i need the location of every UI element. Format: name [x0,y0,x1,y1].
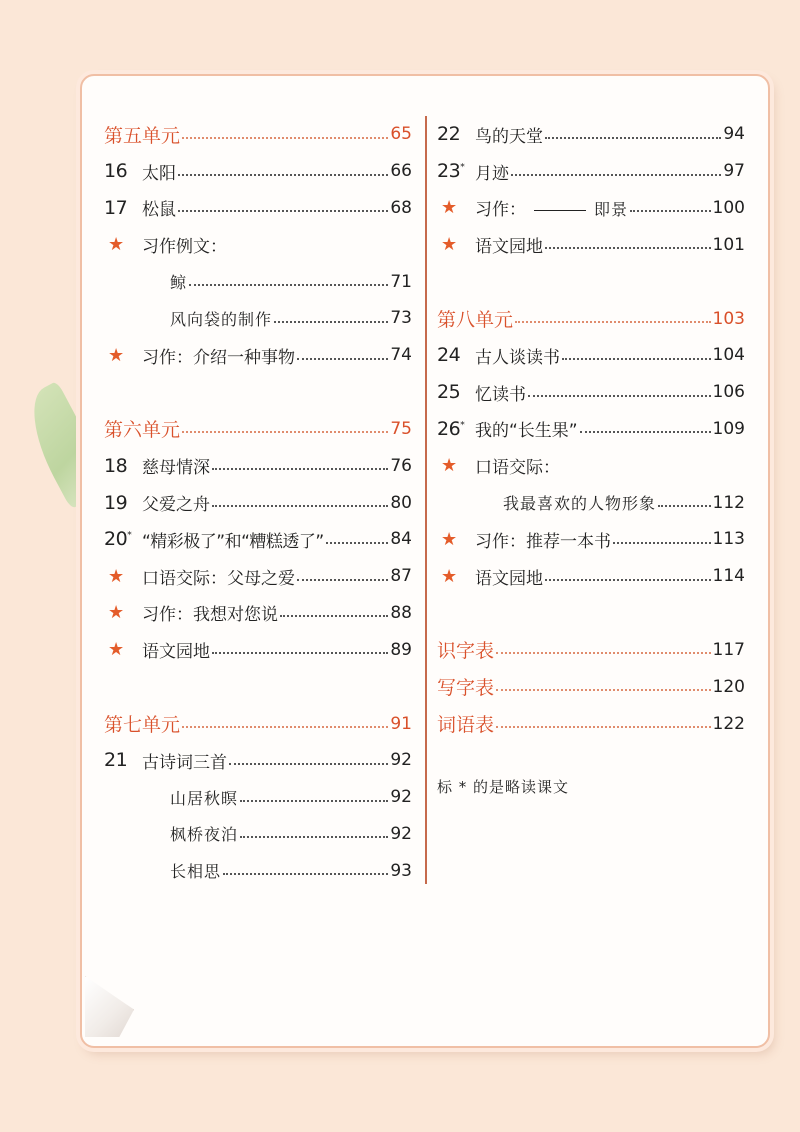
skim-mark: * [460,420,465,431]
lesson-title: 慈母情深 [142,458,210,479]
page-number: 113 [712,529,745,550]
page-number: 104 [712,345,745,366]
unit-title: 第八单元 [437,309,514,332]
section-title: 语文园地 [475,237,543,258]
skim-reading-note: 标 * 的是略读课文 [437,777,570,796]
page-number: 75 [390,418,412,439]
leader-dots [182,430,388,433]
page-number: 80 [390,492,412,513]
toc-entry-writing-7[interactable] [437,190,745,227]
page-number: 101 [712,234,745,255]
toc-entry-18[interactable] [104,447,412,484]
lesson-number: 22 [437,123,461,146]
lesson-number: 23* [437,160,465,183]
section-title: 习作：推荐一本书 [475,531,611,552]
lesson-number: 20* [104,528,132,551]
skim-mark: * [460,162,465,173]
toc-unit-6[interactable] [104,411,412,448]
star-icon: ★ [441,455,458,477]
lesson-number: 19 [104,491,128,514]
leader-dots [189,283,388,286]
page-number: 88 [390,602,412,623]
leader-dots [515,320,711,323]
page-number: 89 [390,639,412,660]
leader-dots [178,209,388,212]
page-number: 100 [712,197,745,218]
toc-entry-writing-examples [104,226,412,263]
appendix-title: 写字表 [437,677,495,700]
skim-mark: * [127,531,132,542]
toc-entry-writing-5[interactable] [104,337,412,374]
appendix-title: 识字表 [437,640,495,663]
star-icon: ★ [108,565,125,587]
sub-title: 鲸 [170,273,188,293]
leader-dots [212,467,388,470]
lesson-title: 父爱之舟 [142,495,210,516]
sub-title: 枫桥夜泊 [170,825,239,845]
leader-dots [297,357,388,360]
leader-dots [178,173,388,176]
section-title: 语文园地 [142,642,210,663]
toc-entry-windsock[interactable] [104,300,412,337]
section-title: 习作例文： [142,237,227,258]
page-number: 117 [712,639,745,660]
page-number: 74 [390,345,412,366]
toc-entry-25[interactable] [437,374,745,411]
page-number: 114 [712,566,745,587]
lesson-number: 17 [104,196,128,219]
unit-title: 第六单元 [104,419,181,442]
toc-entry-26[interactable] [437,411,745,448]
fill-in-blank [534,210,586,211]
page-number: 87 [390,566,412,587]
page-number: 84 [390,529,412,550]
toc-entry-poem-2[interactable] [104,816,412,853]
page-number: 93 [390,860,412,881]
leader-dots [274,320,388,323]
page-number: 68 [390,197,412,218]
toc-unit-8[interactable] [437,300,745,337]
lesson-title: “精彩极了”和“糟糕透了” [142,531,324,552]
page-number: 120 [712,676,745,697]
star-icon: ★ [441,565,458,587]
leader-dots [280,614,388,617]
toc-entry-20[interactable] [104,521,412,558]
lesson-number: 25 [437,381,461,404]
leader-dots [182,136,388,139]
star-icon: ★ [441,528,458,550]
sub-title: 长相思 [170,862,222,882]
unit-title: 第七单元 [104,714,181,737]
page-number: 71 [390,271,412,292]
toc-right-column [437,116,745,805]
toc-literacy-table[interactable] [437,632,745,669]
toc-entry-24[interactable] [437,337,745,374]
leader-dots [545,136,721,139]
toc-entry-23[interactable] [437,153,745,190]
toc-entry-writing-8[interactable] [437,521,745,558]
lesson-number: 21 [104,749,128,772]
leader-dots [496,725,711,728]
lesson-title: 古人谈读书 [475,347,560,368]
leader-dots [613,541,711,544]
lesson-title: 太阳 [142,163,176,184]
star-icon: ★ [441,197,458,219]
toc-left-column [104,116,412,889]
toc-entry-favorite-character[interactable] [437,484,745,521]
section-title: 习作： 即景 [475,200,629,221]
page-number: 66 [390,161,412,182]
leader-dots [630,209,711,212]
page-number: 103 [712,308,745,329]
appendix-title: 词语表 [437,714,495,737]
leader-dots [545,246,711,249]
toc-entry-16[interactable] [104,153,412,190]
leader-dots [496,688,711,691]
page-number: 112 [712,492,745,513]
toc-entry-21[interactable] [104,742,412,779]
leader-dots [496,651,711,654]
toc-entry-17[interactable] [104,190,412,227]
star-icon: ★ [108,234,125,256]
leader-dots [528,394,711,397]
page-number: 122 [712,713,745,734]
page-number: 92 [390,823,412,844]
page-number: 76 [390,455,412,476]
sub-title: 风向袋的制作 [170,309,273,329]
toc-unit-7[interactable] [104,705,412,742]
footnote-row [437,768,745,805]
leader-dots [212,504,388,507]
lesson-number: 24 [437,344,461,367]
leader-dots [182,725,388,728]
section-title: 口语交际： [475,458,560,479]
toc-entry-garden-7[interactable] [437,226,745,263]
lesson-title: 忆读书 [475,384,526,405]
lesson-number: 18 [104,454,128,477]
leader-dots [229,762,388,765]
leader-dots [326,541,389,544]
star-icon: ★ [108,602,125,624]
star-icon: ★ [441,234,458,256]
toc-entry-poem-1[interactable] [104,779,412,816]
leader-dots [580,430,711,433]
leader-dots [562,357,711,360]
lesson-number: 26* [437,417,465,440]
lesson-title: 松鼠 [142,200,176,221]
sub-title: 我最喜欢的人物形象 [503,494,657,514]
leader-dots [212,651,388,654]
star-icon: ★ [108,344,125,366]
lesson-title: 古诗词三首 [142,752,227,773]
section-title: 语文园地 [475,568,543,589]
page-number: 97 [723,161,745,182]
section-title: 口语交际：父母之爱 [142,568,295,589]
page-number: 94 [723,124,745,145]
toc-entry-poem-3[interactable] [104,852,412,889]
toc-entry-whale[interactable] [104,263,412,300]
unit-title: 第五单元 [104,124,181,147]
section-title: 习作：介绍一种事物 [142,347,295,368]
lesson-title: 月迹 [475,163,509,184]
toc-writing-table[interactable] [437,668,745,705]
page-number: 109 [712,418,745,439]
page-number: 65 [390,124,412,145]
page-number: 106 [712,382,745,403]
lesson-number: 16 [104,160,128,183]
toc-entry-writing-6[interactable] [104,595,412,632]
toc-entry-19[interactable] [104,484,412,521]
lesson-title: 我的“长生果” [475,421,578,442]
section-title: 习作：我想对您说 [142,605,278,626]
page-number: 92 [390,787,412,808]
page-number: 92 [390,750,412,771]
star-icon: ★ [108,639,125,661]
lesson-title: 鸟的天堂 [475,126,543,147]
page-number: 73 [390,308,412,329]
toc-entry-garden-8[interactable] [437,558,745,595]
toc-entry-22[interactable] [437,116,745,153]
toc-entry-oral-8 [437,447,745,484]
leader-dots [223,872,388,875]
leader-dots [545,578,711,581]
toc-vocabulary-table[interactable] [437,705,745,742]
leader-dots [240,799,388,802]
toc-entry-oral-6[interactable] [104,558,412,595]
column-divider [425,116,427,884]
leader-dots [297,578,388,581]
leader-dots [658,504,711,507]
page-number: 91 [390,713,412,734]
toc-entry-garden-6[interactable] [104,631,412,668]
leader-dots [511,173,721,176]
toc-unit-5[interactable] [104,116,412,153]
sub-title: 山居秋暝 [170,788,239,808]
leader-dots [240,835,388,838]
